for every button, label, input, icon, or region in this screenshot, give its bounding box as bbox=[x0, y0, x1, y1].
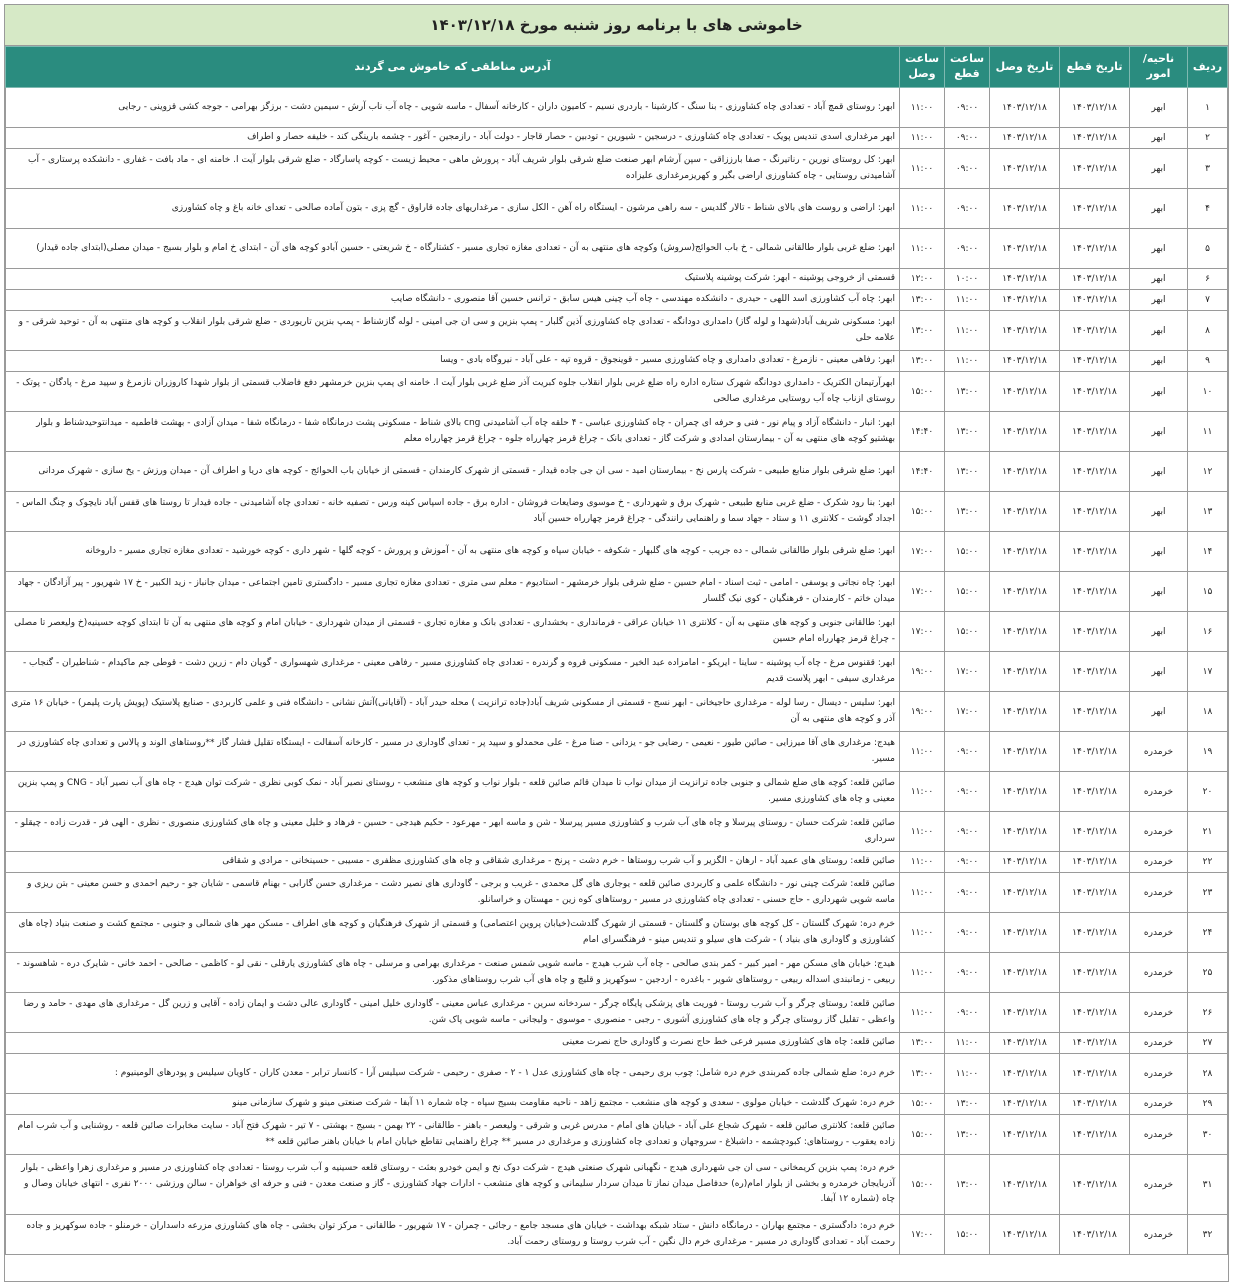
cell-time-connect: ۱۱:۰۰ bbox=[900, 873, 945, 913]
cell-radif: ۲۵ bbox=[1188, 953, 1228, 993]
cell-region: خرمدره bbox=[1130, 732, 1188, 772]
table-row bbox=[6, 1155, 1228, 1215]
cell-address: ابهر: ضلع شرقی بلوار طالقانی شمالی - ده جریب - کوچه های گلبهار - شکوفه - خیابان سپاه و کوچه های منتهی به آن - آموزش و پرورش - کوچه گلها - شهر داری - کوچه خورشید - تعدادی مغازه تجاری مسیر - داروخانه bbox=[6, 532, 900, 572]
cell-region: خرمدره bbox=[1130, 913, 1188, 953]
cell-time-cut: ۱۵:۰۰ bbox=[945, 532, 990, 572]
table-row bbox=[6, 812, 1228, 852]
cell-region: خرمدره bbox=[1130, 1094, 1188, 1115]
cell-address: خرم دره: ضلع شمالی جاده کمربندی خرم دره شامل: چوب بری رحیمی - چاه های کشاورزی عدل ۱ - ۲ - صفری - رحیمی - شرکت سیلیس آرا - کانسار ترابر - معدن کاران - کاویان سیلیس و پودرهای الومینیوم : bbox=[6, 1054, 900, 1094]
cell-address: خرم دره: شهرک گلدشت - خیابان مولوی - سعدی و کوچه های منشعب - مجتمع زاهد - ناحیه مقاومت بسیج سپاه - چاه شماره ۱۱ آبفا - شرکت صنعتی مینو و شهرک سازمانی مینو bbox=[6, 1094, 900, 1115]
cell-region: ابهر bbox=[1130, 532, 1188, 572]
table-row bbox=[6, 351, 1228, 372]
cell-time-cut: ۰۹:۰۰ bbox=[945, 128, 990, 149]
cell-time-cut: ۰۹:۰۰ bbox=[945, 772, 990, 812]
cell-region: خرمدره bbox=[1130, 1155, 1188, 1215]
cell-date-connect: ۱۴۰۳/۱۲/۱۸ bbox=[990, 1155, 1060, 1215]
cell-date-cut: ۱۴۰۳/۱۲/۱۸ bbox=[1060, 572, 1130, 612]
cell-date-connect: ۱۴۰۳/۱۲/۱۸ bbox=[990, 772, 1060, 812]
cell-region: ابهر bbox=[1130, 652, 1188, 692]
cell-radif: ۳۱ bbox=[1188, 1155, 1228, 1215]
cell-date-cut: ۱۴۰۳/۱۲/۱۸ bbox=[1060, 412, 1130, 452]
cell-date-connect: ۱۴۰۳/۱۲/۱۸ bbox=[990, 1054, 1060, 1094]
cell-region: ابهر bbox=[1130, 492, 1188, 532]
cell-date-cut: ۱۴۰۳/۱۲/۱۸ bbox=[1060, 772, 1130, 812]
table-row bbox=[6, 269, 1228, 290]
cell-region: خرمدره bbox=[1130, 1033, 1188, 1054]
cell-date-connect: ۱۴۰۳/۱۲/۱۸ bbox=[990, 652, 1060, 692]
col-address: آدرس مناطقی که خاموش می گردند bbox=[6, 47, 900, 88]
cell-date-connect: ۱۴۰۳/۱۲/۱۸ bbox=[990, 452, 1060, 492]
table-row bbox=[6, 953, 1228, 993]
cell-address: صائین قلعه: چاه های کشاورزی مسیر فرعی خط حاج نصرت و گاوداری حاج نصرت معینی bbox=[6, 1033, 900, 1054]
cell-address: صائین قلعه: روستای چرگر و آب شرب روستا - فوریت های پزشکی پایگاه چرگر - سردخانه سرین - مرغداری عباس معینی - گاوداری خلیل امینی - گاوداری عالی دشت و ایمان زاده - آقایی و زرین گل - مرغداری های مهدی - حامد و رضا واعظی - تقلیل گاز روستای چرگر و چاه های کشاورزی آشوری - رجبی - منصوری - موسوی - ولیجانی - ماسه شویی پاک شن. bbox=[6, 993, 900, 1033]
cell-date-connect: ۱۴۰۳/۱۲/۱۸ bbox=[990, 189, 1060, 229]
cell-date-cut: ۱۴۰۳/۱۲/۱۸ bbox=[1060, 1215, 1130, 1255]
cell-radif: ۲۸ bbox=[1188, 1054, 1228, 1094]
cell-time-connect: ۱۷:۰۰ bbox=[900, 1215, 945, 1255]
cell-time-cut: ۱۵:۰۰ bbox=[945, 1215, 990, 1255]
cell-address: صائین قلعه: کوچه های ضلع شمالی و جنوبی جاده ترانزیت از میدان نواب تا میدان قائم صائین قلعه - بلوار نواب و کوچه های منشعب - روستای نصیر آباد - نمک کوبی نظری - شرکت توان هیدج - چاه های آب نصیر آباد - CNG و پمپ بنزین معینی و چاه های کشاورزی مسیر. bbox=[6, 772, 900, 812]
cell-address: ابهر: کل روستای نورین - رناتیرنگ - صفا بارززاقی - سپن آرشام ابهر صنعت ضلع شرقی بلوار شریف آباد - پرورش ماهی - محیط زیست - کوچه پاسارگاد - ضلع شرقی بلوار آیت ا. خامنه ای - ماد بافت - غفاری - دانشکده پرستاری - آب آشامیدنی روستایی - چاه کشاورزی اراضی بگیر و کهریزمرغداری علیزاده bbox=[6, 149, 900, 189]
cell-date-connect: ۱۴۰۳/۱۲/۱۸ bbox=[990, 1033, 1060, 1054]
table-row bbox=[6, 993, 1228, 1033]
col-time-cut: ساعت قطع bbox=[945, 47, 990, 88]
cell-radif: ۳۰ bbox=[1188, 1115, 1228, 1155]
cell-date-cut: ۱۴۰۳/۱۲/۱۸ bbox=[1060, 652, 1130, 692]
cell-time-connect: ۱۹:۰۰ bbox=[900, 652, 945, 692]
cell-time-connect: ۱۱:۰۰ bbox=[900, 812, 945, 852]
cell-date-connect: ۱۴۰۳/۱۲/۱۸ bbox=[990, 149, 1060, 189]
cell-time-connect: ۱۱:۰۰ bbox=[900, 953, 945, 993]
cell-region: ابهر bbox=[1130, 351, 1188, 372]
cell-date-cut: ۱۴۰۳/۱۲/۱۸ bbox=[1060, 732, 1130, 772]
cell-time-connect: ۱۵:۰۰ bbox=[900, 492, 945, 532]
cell-time-cut: ۱۱:۰۰ bbox=[945, 290, 990, 311]
cell-address: صائین قلعه: شرکت چینی نور - دانشگاه علمی و کاربردی صائین قلعه - یوجاری های گل محمدی - غریب و برجی - گاوداری های نصیر دشت - مرغداری حسن گارابی - بهنام قاسمی - شایان جو - رحیم احمدی و حسن معینی - بتن ریزی و ماسه شویی شهرداری - حاج حسنی - تعدادی چاه کشاورزی در مسیر - روستاهای کوه زین - مهستان و خراسانلو. bbox=[6, 873, 900, 913]
cell-time-cut: ۱۰:۰۰ bbox=[945, 269, 990, 290]
col-time-connect: ساعت وصل bbox=[900, 47, 945, 88]
col-radif: ردیف bbox=[1188, 47, 1228, 88]
cell-date-connect: ۱۴۰۳/۱۲/۱۸ bbox=[990, 532, 1060, 572]
cell-radif: ۳۲ bbox=[1188, 1215, 1228, 1255]
sheet-title: خاموشی های با برنامه روز شنبه مورخ ۱۴۰۳/۱۲/۱۸ bbox=[5, 5, 1228, 46]
cell-time-cut: ۰۹:۰۰ bbox=[945, 993, 990, 1033]
cell-date-connect: ۱۴۰۳/۱۲/۱۸ bbox=[990, 852, 1060, 873]
cell-region: خرمدره bbox=[1130, 1054, 1188, 1094]
cell-time-connect: ۱۱:۰۰ bbox=[900, 149, 945, 189]
cell-date-cut: ۱۴۰۳/۱۲/۱۸ bbox=[1060, 189, 1130, 229]
cell-address: صائین قلعه: شرکت حسان - روستای پیرسلا و چاه های آب شرب و کشاورزی مسیر پیرسلا - شن و ماسه ابهر - مهرعود - حکیم هیدجی - حسین - فرهاد و خلیل معینی و چاه های کشاورزی منصوری - نظری - الهی فر - قدرت زاده - چیقلو - سرداری bbox=[6, 812, 900, 852]
cell-date-cut: ۱۴۰۳/۱۲/۱۸ bbox=[1060, 612, 1130, 652]
cell-region: ابهر bbox=[1130, 452, 1188, 492]
cell-date-cut: ۱۴۰۳/۱۲/۱۸ bbox=[1060, 372, 1130, 412]
cell-region: ابهر bbox=[1130, 229, 1188, 269]
cell-region: ابهر bbox=[1130, 290, 1188, 311]
cell-time-connect: ۱۷:۰۰ bbox=[900, 532, 945, 572]
cell-time-connect: ۱۳:۰۰ bbox=[900, 290, 945, 311]
cell-radif: ۸ bbox=[1188, 311, 1228, 351]
cell-region: ابهر bbox=[1130, 128, 1188, 149]
cell-time-connect: ۱۴:۴۰ bbox=[900, 412, 945, 452]
cell-date-connect: ۱۴۰۳/۱۲/۱۸ bbox=[990, 913, 1060, 953]
cell-time-cut: ۱۱:۰۰ bbox=[945, 1054, 990, 1094]
table-row bbox=[6, 572, 1228, 612]
cell-region: ابهر bbox=[1130, 311, 1188, 351]
cell-radif: ۵ bbox=[1188, 229, 1228, 269]
cell-date-connect: ۱۴۰۳/۱۲/۱۸ bbox=[990, 351, 1060, 372]
cell-date-cut: ۱۴۰۳/۱۲/۱۸ bbox=[1060, 311, 1130, 351]
cell-date-cut: ۱۴۰۳/۱۲/۱۸ bbox=[1060, 128, 1130, 149]
cell-radif: ۲۹ bbox=[1188, 1094, 1228, 1115]
cell-date-cut: ۱۴۰۳/۱۲/۱۸ bbox=[1060, 229, 1130, 269]
outage-table bbox=[5, 46, 1228, 1255]
cell-time-cut: ۱۳:۰۰ bbox=[945, 1115, 990, 1155]
col-region: ناحیه/امور bbox=[1130, 47, 1188, 88]
cell-time-connect: ۱۱:۰۰ bbox=[900, 229, 945, 269]
cell-address: هیدج: مرغداری های آقا میرزایی - صائین طیور - نعیمی - رضایی جو - یزدانی - صنا مرغ - علی محمدلو و سپید پر - تعدای گاوداری در مسیر - کارخانه آسفالت - ایستگاه تقلیل فشار گاز **روستاهای الوند و پالاس و تعدادی چاه کشاورزی در مسیر. bbox=[6, 732, 900, 772]
cell-date-cut: ۱۴۰۳/۱۲/۱۸ bbox=[1060, 812, 1130, 852]
cell-time-connect: ۱۱:۰۰ bbox=[900, 88, 945, 128]
cell-date-cut: ۱۴۰۳/۱۲/۱۸ bbox=[1060, 149, 1130, 189]
cell-time-connect: ۱۱:۰۰ bbox=[900, 189, 945, 229]
col-date-connect: تاریخ وصل bbox=[990, 47, 1060, 88]
header-row bbox=[6, 47, 1228, 88]
table-row bbox=[6, 372, 1228, 412]
cell-radif: ۱۰ bbox=[1188, 372, 1228, 412]
cell-date-cut: ۱۴۰۳/۱۲/۱۸ bbox=[1060, 993, 1130, 1033]
cell-time-connect: ۱۵:۰۰ bbox=[900, 1094, 945, 1115]
cell-time-connect: ۱۳:۰۰ bbox=[900, 1054, 945, 1094]
cell-address: ابهر: انبار - دانشگاه آزاد و پیام نور - فنی و حرفه ای چمران - چاه کشاورزی عباسی - ۴ حلقه چاه آب آشامیدنی cng بالای شناط - مسکونی پشت درمانگاه شفا - درمانگاه شفا - میدان آزادی - بهشت فاطمیه - میدانتوحیدشناط و بلوار بهشتیو کوچه های منتهی به آن - بیمارستان امدادی و شرکت گاز - تعدادی بانک - چراغ قرمز چهارراه جلوه - چراغ قرمز چهارراه معلم bbox=[6, 412, 900, 452]
col-date-cut: تاریخ قطع bbox=[1060, 47, 1130, 88]
cell-address: خرم دره: پمپ بنزین کریمخانی - سی ان جی شهرداری هیدج - نگهبانی شهرک صنعتی هیدج - شرکت دوک نخ و ایمن خودرو بعثت - روستای قلعه حسینیه و آب شرب روستا - تعدادی چاه کشاورزی در مسیر و مرغداری زهرا واعظی - بلوار آذربایجان خرمدره و بخشی از بلوار امام(ره) حدفاصل میدان نماز تا میدان سردار سلیمانی و کوچه های منشعب - ادارات جهاد کشاورزی - گاز و صنعت معدن - فنی و حرفه ای خواهران - سالن ورزشی ۲۰۰۰ نفری - انتهای خیابان وصال و چاه (شماره ۱۲ آبفا. bbox=[6, 1155, 900, 1215]
cell-radif: ۶ bbox=[1188, 269, 1228, 290]
cell-time-connect: ۱۳:۰۰ bbox=[900, 311, 945, 351]
cell-region: ابهر bbox=[1130, 372, 1188, 412]
cell-radif: ۲۳ bbox=[1188, 873, 1228, 913]
cell-address: ابهر: روستای قمچ آباد - تعدادی چاه کشاورزی - بنا سنگ - کارشینا - باردری نسیم - کامیون داران - کارخانه آسفال - ماسه شویی - چاه آب ناب آرش - سیمین دشت - برزگز بهرامی - جوجه کشی قزوینی - رجایی bbox=[6, 88, 900, 128]
cell-time-connect: ۱۷:۰۰ bbox=[900, 572, 945, 612]
cell-time-cut: ۱۱:۰۰ bbox=[945, 351, 990, 372]
cell-region: ابهر bbox=[1130, 189, 1188, 229]
cell-radif: ۲۲ bbox=[1188, 852, 1228, 873]
cell-date-cut: ۱۴۰۳/۱۲/۱۸ bbox=[1060, 692, 1130, 732]
cell-address: صائین قلعه: روستای های عمید آباد - ارهان - الگزیر و آب شرب روستاها - خرم دشت - پرنخ - مرغداری شقاقی و چاه های کشاورزی مظفری - مسیبی - حسینخانی - مرادی و شقاقی bbox=[6, 852, 900, 873]
cell-address: ابهر: بنا رود شکرک - ضلع غربی منابع طبیعی - شهرک برق و شهرداری - خ موسوی وضایعات فروشان - اداره برق - جاده اسپاس کینه ورس - تصفیه خانه - تعدادی چاه آشامیدنی - جاده قیدار تا روستا های قفس آباد نایچوک و چنگ الماس - اجداد گوشت - کلانتری ۱۱ و ستاد - جهاد سما و راهنمایی رانندگی - چراغ قرمز چهارراه حسین آباد bbox=[6, 492, 900, 532]
cell-radif: ۱۱ bbox=[1188, 412, 1228, 452]
cell-region: ابهر bbox=[1130, 692, 1188, 732]
cell-date-connect: ۱۴۰۳/۱۲/۱۸ bbox=[990, 269, 1060, 290]
cell-time-connect: ۱۵:۰۰ bbox=[900, 372, 945, 412]
cell-date-cut: ۱۴۰۳/۱۲/۱۸ bbox=[1060, 351, 1130, 372]
cell-time-cut: ۱۱:۰۰ bbox=[945, 1033, 990, 1054]
table-row bbox=[6, 149, 1228, 189]
cell-date-connect: ۱۴۰۳/۱۲/۱۸ bbox=[990, 1215, 1060, 1255]
cell-address: ابهر: ققنوس مرغ - چاه آب پوشینه - ساینا - ایریکو - امامزاده عبد الخیر - مسکونی قروه و گرندره - تعدادی چاه کشاورزی مسیر - رفاهی معینی - مرغداری شهسواری - گویان دام - زرین دشت - قوطی جم ماکیدام - شناطیران - گنجاب - مرغداری سیفی - ابهر پلاست قدیم bbox=[6, 652, 900, 692]
cell-region: ابهر bbox=[1130, 612, 1188, 652]
table-row bbox=[6, 1115, 1228, 1155]
cell-address: ابهر: سلیس - دیسال - رسا لوله - مرغداری حاجیخانی - ابهر نسج - قسمتی از مسکونی شریف آباد(جاده ترانزیت ) محله حیدر آباد - (آقایانی)آتش نشانی - دانشگاه فنی و علمی کاربردی - صنایع پلاستیک (پویش پارت پلیمر) - خیابان ۱۶ متری آذر و کوچه های منتهی به آن bbox=[6, 692, 900, 732]
cell-date-connect: ۱۴۰۳/۱۲/۱۸ bbox=[990, 492, 1060, 532]
cell-date-connect: ۱۴۰۳/۱۲/۱۸ bbox=[990, 128, 1060, 149]
cell-radif: ۱۵ bbox=[1188, 572, 1228, 612]
cell-date-cut: ۱۴۰۳/۱۲/۱۸ bbox=[1060, 873, 1130, 913]
cell-date-cut: ۱۴۰۳/۱۲/۱۸ bbox=[1060, 492, 1130, 532]
cell-date-cut: ۱۴۰۳/۱۲/۱۸ bbox=[1060, 1033, 1130, 1054]
cell-radif: ۱۳ bbox=[1188, 492, 1228, 532]
cell-time-cut: ۰۹:۰۰ bbox=[945, 873, 990, 913]
cell-date-cut: ۱۴۰۳/۱۲/۱۸ bbox=[1060, 88, 1130, 128]
cell-time-connect: ۱۱:۰۰ bbox=[900, 852, 945, 873]
cell-date-cut: ۱۴۰۳/۱۲/۱۸ bbox=[1060, 953, 1130, 993]
cell-radif: ۲۱ bbox=[1188, 812, 1228, 852]
cell-radif: ۱ bbox=[1188, 88, 1228, 128]
cell-date-connect: ۱۴۰۳/۱۲/۱۸ bbox=[990, 692, 1060, 732]
table-row bbox=[6, 873, 1228, 913]
cell-radif: ۱۸ bbox=[1188, 692, 1228, 732]
cell-radif: ۱۷ bbox=[1188, 652, 1228, 692]
cell-region: خرمدره bbox=[1130, 812, 1188, 852]
cell-date-connect: ۱۴۰۳/۱۲/۱۸ bbox=[990, 229, 1060, 269]
cell-time-cut: ۰۹:۰۰ bbox=[945, 189, 990, 229]
cell-region: ابهر bbox=[1130, 88, 1188, 128]
cell-address: قسمتی از خروجی پوشینه - ابهر: شرکت پوشینه پلاستیک bbox=[6, 269, 900, 290]
cell-address: خرم دره: دادگستری - مجتمع بهاران - درمانگاه دانش - ستاد شبکه بهداشت - خیابان های مسجد جامع - رجائی - چمران - ۱۷ شهریور - طالقانی - مرکز توان بخشی - چاه های کشاورزی مزرعه داسداران - خرمنلو - جاده سوکهریز و جاده رحمت آباد - تعدادی گاوداری در مسیر - مرغداری خرم دال نگین - آب شرب روستا و روستای رحمت آباد. bbox=[6, 1215, 900, 1255]
outage-sheet bbox=[4, 4, 1229, 1282]
cell-time-cut: ۱۳:۰۰ bbox=[945, 492, 990, 532]
cell-time-connect: ۱۳:۰۰ bbox=[900, 1033, 945, 1054]
cell-time-cut: ۰۹:۰۰ bbox=[945, 229, 990, 269]
table-row bbox=[6, 128, 1228, 149]
cell-address: ابهر: ضلع غربی بلوار طالقانی شمالی - خ باب الحوائج(سروش) وکوچه های منتهی به آن - تعدادی مغازه تجاری مسیر - کشتارگاه - خ شریعتی - حسین آبادو کوچه های آن - ابتدای خ امام و بلوار بسیج - میدان مصلی(ابتدای جاده قیدار) bbox=[6, 229, 900, 269]
cell-time-cut: ۱۳:۰۰ bbox=[945, 412, 990, 452]
cell-region: ابهر bbox=[1130, 149, 1188, 189]
cell-date-cut: ۱۴۰۳/۱۲/۱۸ bbox=[1060, 290, 1130, 311]
cell-date-connect: ۱۴۰۳/۱۲/۱۸ bbox=[990, 812, 1060, 852]
cell-time-connect: ۱۵:۰۰ bbox=[900, 1115, 945, 1155]
cell-address: ابهر: چاه نجاتی و یوسفی - امامی - ثبت اسناد - امام حسین - ضلع شرقی بلوار خرمشهر - استادیوم - معلم سی متری - تعدادی مغازه تجاری مسیر - دادگستری تامین اجتماعی - میدان جانباز - زید الکبیر - خ ۱۷ شهریور - پیر آزادگان - جهاد میدان خاتم - کارمندان - فرهنگیان - کوی نیک گلسار bbox=[6, 572, 900, 612]
cell-address: ابهر: ضلع شرقی بلوار منابع طبیعی - شرکت پارس نخ - بیمارستان امید - سی ان جی جاده قیدار - قسمتی از شهرک کارمندان - قسمتی از خیابان باب الحوائج - کوچه های دریا و اطراف آن - میدان ورزش - یخ سازی - شهرک مردانی bbox=[6, 452, 900, 492]
cell-radif: ۲۶ bbox=[1188, 993, 1228, 1033]
cell-radif: ۲۴ bbox=[1188, 913, 1228, 953]
cell-date-cut: ۱۴۰۳/۱۲/۱۸ bbox=[1060, 452, 1130, 492]
cell-time-cut: ۱۷:۰۰ bbox=[945, 692, 990, 732]
cell-address: ابهر: اراضی و روست های بالای شناط - تالار گلدیس - سه راهی مرشون - ایستگاه راه آهن - الکل سازی - مرغداریهای جاده قاراوق - گچ پزی - بتون آماده صالحی - تعدای خانه باغ و چاه کشاورزی bbox=[6, 189, 900, 229]
table-row bbox=[6, 189, 1228, 229]
table-row bbox=[6, 311, 1228, 351]
cell-date-connect: ۱۴۰۳/۱۲/۱۸ bbox=[990, 993, 1060, 1033]
cell-date-connect: ۱۴۰۳/۱۲/۱۸ bbox=[990, 311, 1060, 351]
cell-radif: ۱۹ bbox=[1188, 732, 1228, 772]
cell-address: هیدج: خیابان های مسکن مهر - امیر کبیر - کمر بندی صالحی - چاه آب شرب هیدج - ماسه شویی شمس صنعت - مرغداری بهرامی و مرسلی - چاه های کشاورزی یارقلی - نقی لو - کاظمی - صالحی - احمد خانی - شایرک دره - شاهسوند - ربیعی - زمانبندی اسداله ربیعی - روستاهای شویر - باغدره - اردجین - سوکهریز و قلیچ و چاه های آب شرب روستاهای مذکور. bbox=[6, 953, 900, 993]
cell-time-cut: ۱۳:۰۰ bbox=[945, 372, 990, 412]
cell-address: خرم دره: شهرک گلستان - کل کوچه های بوستان و گلستان - قسمتی از شهرک گلدشت(خیابان پروین اعتصامی) و قسمتی از شهرک فرهنگیان و کوچه های اطراف - مسکن مهر های شمالی و جنوبی - مجتمع کشت و صنعت بنیاد (چاه های کشاورزی و گاوداری های بنیاد ) - شرکت های سیلو و تندیس مینو - فرهنگسرای امام bbox=[6, 913, 900, 953]
cell-time-connect: ۱۲:۰۰ bbox=[900, 269, 945, 290]
table-row bbox=[6, 412, 1228, 452]
table-row bbox=[6, 1054, 1228, 1094]
cell-radif: ۷ bbox=[1188, 290, 1228, 311]
cell-address: ابهر: چاه آب کشاورزی اسد اللهی - حیدری - دانشکده مهندسی - چاه آب چینی هیس سابق - ترانس حسین آقا منصوری - دانشگاه صایب bbox=[6, 290, 900, 311]
cell-date-connect: ۱۴۰۳/۱۲/۱۸ bbox=[990, 412, 1060, 452]
cell-date-connect: ۱۴۰۳/۱۲/۱۸ bbox=[990, 290, 1060, 311]
cell-date-cut: ۱۴۰۳/۱۲/۱۸ bbox=[1060, 1155, 1130, 1215]
table-row bbox=[6, 1215, 1228, 1255]
cell-time-cut: ۰۹:۰۰ bbox=[945, 149, 990, 189]
cell-time-cut: ۰۹:۰۰ bbox=[945, 953, 990, 993]
cell-time-cut: ۱۳:۰۰ bbox=[945, 452, 990, 492]
table-row bbox=[6, 732, 1228, 772]
cell-radif: ۱۴ bbox=[1188, 532, 1228, 572]
cell-date-cut: ۱۴۰۳/۱۲/۱۸ bbox=[1060, 1054, 1130, 1094]
cell-radif: ۲۷ bbox=[1188, 1033, 1228, 1054]
cell-date-cut: ۱۴۰۳/۱۲/۱۸ bbox=[1060, 852, 1130, 873]
cell-region: خرمدره bbox=[1130, 1215, 1188, 1255]
cell-region: خرمدره bbox=[1130, 852, 1188, 873]
cell-date-connect: ۱۴۰۳/۱۲/۱۸ bbox=[990, 372, 1060, 412]
cell-date-connect: ۱۴۰۳/۱۲/۱۸ bbox=[990, 572, 1060, 612]
table-row bbox=[6, 852, 1228, 873]
cell-date-connect: ۱۴۰۳/۱۲/۱۸ bbox=[990, 612, 1060, 652]
cell-date-cut: ۱۴۰۳/۱۲/۱۸ bbox=[1060, 269, 1130, 290]
table-row bbox=[6, 1033, 1228, 1054]
cell-address: ابهر مرغداری اسدی تندیس پویک - تعدادی چاه کشاورزی - درسجین - شیورین - تودبین - حصار قاجار - دولت آباد - رازمجین - آغور - چشمه بارینگی کند - خلیفه حصار و اطراف bbox=[6, 128, 900, 149]
cell-region: ابهر bbox=[1130, 412, 1188, 452]
cell-time-connect: ۱۷:۰۰ bbox=[900, 612, 945, 652]
cell-date-connect: ۱۴۰۳/۱۲/۱۸ bbox=[990, 88, 1060, 128]
cell-address: ابهر: طالقانی جنوبی و کوچه های منتهی به آن - کلانتری ۱۱ خیابان عراقی - فرمانداری - بخشداری - تعدادی بانک و مغازه تجاری - قسمتی از میدان شهرداری - خیابان امام و کوچه های منتهی به آن تا ابتدای کوچه حسینیه(خ ولیعصر تا مصلی - چراغ قرمز چهارراه امام حسین bbox=[6, 612, 900, 652]
table-row bbox=[6, 492, 1228, 532]
table-row bbox=[6, 652, 1228, 692]
cell-address: ابهر: مسکونی شریف آباد(شهدا و لوله گاز) دامداری دودانگه - تعدادی چاه کشاورزی آذین گلبار - پمپ بنزین و سی ان جی امینی - لوله گازشناط - پمپ بنزین تاریوردی - ضلع شرقی بلوار انقلاب و کوچه های منتهی به آن - توحید شرقی - و علامه حلی bbox=[6, 311, 900, 351]
cell-date-cut: ۱۴۰۳/۱۲/۱۸ bbox=[1060, 532, 1130, 572]
cell-time-cut: ۱۵:۰۰ bbox=[945, 612, 990, 652]
table-row bbox=[6, 88, 1228, 128]
cell-date-connect: ۱۴۰۳/۱۲/۱۸ bbox=[990, 953, 1060, 993]
cell-time-connect: ۱۱:۰۰ bbox=[900, 732, 945, 772]
table-body bbox=[6, 88, 1228, 1255]
cell-date-cut: ۱۴۰۳/۱۲/۱۸ bbox=[1060, 1094, 1130, 1115]
cell-region: خرمدره bbox=[1130, 772, 1188, 812]
cell-date-connect: ۱۴۰۳/۱۲/۱۸ bbox=[990, 1115, 1060, 1155]
cell-region: خرمدره bbox=[1130, 953, 1188, 993]
table-row bbox=[6, 772, 1228, 812]
cell-date-cut: ۱۴۰۳/۱۲/۱۸ bbox=[1060, 913, 1130, 953]
cell-region: خرمدره bbox=[1130, 1115, 1188, 1155]
cell-time-cut: ۰۹:۰۰ bbox=[945, 88, 990, 128]
table-row bbox=[6, 913, 1228, 953]
cell-time-cut: ۱۱:۰۰ bbox=[945, 311, 990, 351]
cell-radif: ۱۲ bbox=[1188, 452, 1228, 492]
cell-region: ابهر bbox=[1130, 572, 1188, 612]
cell-time-connect: ۱۳:۰۰ bbox=[900, 351, 945, 372]
cell-time-cut: ۱۷:۰۰ bbox=[945, 652, 990, 692]
cell-time-connect: ۱۹:۰۰ bbox=[900, 692, 945, 732]
cell-radif: ۲ bbox=[1188, 128, 1228, 149]
cell-time-connect: ۱۵:۰۰ bbox=[900, 1155, 945, 1215]
cell-time-cut: ۰۹:۰۰ bbox=[945, 812, 990, 852]
cell-address: صائین قلعه: کلانتری صائین قلعه - شهرک شجاع علی آباد - خیابان های امام - مدرس غربی و شرقی - ولیعصر - باهنر - طالقانی - ۲۲ بهمن - بسیج - بهشتی - ۷ تیر - شهرک فتح آباد - سایت مخابرات صائین قلعه - روشنایی و آب شرب امام زاده یعقوب - روستاهای: کبودچشمه - داشبلاغ - سروجهان و تعدادی چاه کشاورزی و مرغداری در مسیر ** چراغ راهنمایی تقاطع خیابان امام با خیابان باهنر صائین قلعه ** bbox=[6, 1115, 900, 1155]
cell-time-cut: ۰۹:۰۰ bbox=[945, 732, 990, 772]
table-row bbox=[6, 1094, 1228, 1115]
table-row bbox=[6, 290, 1228, 311]
cell-date-connect: ۱۴۰۳/۱۲/۱۸ bbox=[990, 873, 1060, 913]
cell-region: ابهر bbox=[1130, 269, 1188, 290]
cell-time-connect: ۱۱:۰۰ bbox=[900, 128, 945, 149]
table-row bbox=[6, 532, 1228, 572]
cell-radif: ۹ bbox=[1188, 351, 1228, 372]
cell-time-cut: ۰۹:۰۰ bbox=[945, 852, 990, 873]
cell-time-cut: ۱۳:۰۰ bbox=[945, 1155, 990, 1215]
cell-radif: ۳ bbox=[1188, 149, 1228, 189]
cell-radif: ۱۶ bbox=[1188, 612, 1228, 652]
table-row bbox=[6, 692, 1228, 732]
table-row bbox=[6, 229, 1228, 269]
cell-region: خرمدره bbox=[1130, 873, 1188, 913]
cell-time-connect: ۱۱:۰۰ bbox=[900, 993, 945, 1033]
cell-region: خرمدره bbox=[1130, 993, 1188, 1033]
cell-radif: ۲۰ bbox=[1188, 772, 1228, 812]
cell-time-connect: ۱۱:۰۰ bbox=[900, 913, 945, 953]
table-row bbox=[6, 612, 1228, 652]
cell-address: ابهرآرتیمان الکتریک - دامداری دودانگه شهرک ستاره اداره راه ضلع غربی بلوار انقلاب جلوه کبریت آذر ضلع غربی بلوار آیت ا. خامنه ای پمپ بنزین خرمشهر دفع فاضلاب قسمتی از بلوار شهدا کاروزران نازمرغ و سپید مرغ - پادگان - پوتک - روستای ازناب چاه آب روستایی مرغداری صالحی bbox=[6, 372, 900, 412]
cell-date-connect: ۱۴۰۳/۱۲/۱۸ bbox=[990, 732, 1060, 772]
cell-address: ابهر: رفاهی معینی - نازمرغ - تعدادی دامداری و چاه کشاورزی مسیر - قوینجوق - قروه تپه - علی آباد - نیروگاه بادی - ویسا bbox=[6, 351, 900, 372]
cell-time-cut: ۱۵:۰۰ bbox=[945, 572, 990, 612]
cell-time-connect: ۱۱:۰۰ bbox=[900, 772, 945, 812]
cell-radif: ۴ bbox=[1188, 189, 1228, 229]
cell-time-cut: ۰۹:۰۰ bbox=[945, 913, 990, 953]
cell-date-connect: ۱۴۰۳/۱۲/۱۸ bbox=[990, 1094, 1060, 1115]
cell-time-connect: ۱۴:۴۰ bbox=[900, 452, 945, 492]
cell-date-cut: ۱۴۰۳/۱۲/۱۸ bbox=[1060, 1115, 1130, 1155]
table-row bbox=[6, 452, 1228, 492]
cell-time-cut: ۱۳:۰۰ bbox=[945, 1094, 990, 1115]
